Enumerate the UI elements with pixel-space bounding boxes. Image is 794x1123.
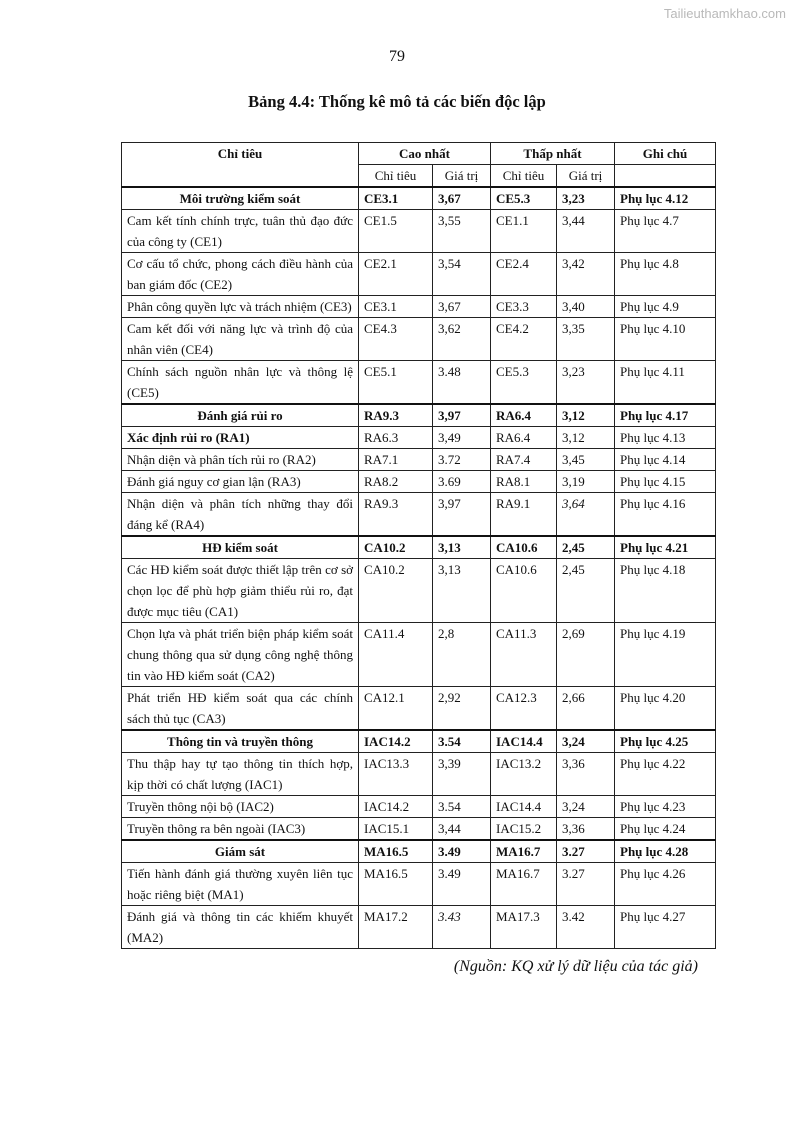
highest-value: 3,13 (433, 559, 491, 623)
highest-indicator: RA8.2 (359, 471, 433, 493)
appendix-note: Phụ lục 4.9 (615, 296, 716, 318)
appendix-note: Phụ lục 4.15 (615, 471, 716, 493)
table-header (122, 143, 716, 188)
highest-indicator: CE5.1 (359, 361, 433, 405)
lowest-indicator: IAC15.2 (491, 818, 557, 841)
appendix-note: Phụ lục 4.13 (615, 427, 716, 449)
group-row (122, 404, 716, 427)
highest-value: 2,92 (433, 687, 491, 731)
highest-indicator: CA12.1 (359, 687, 433, 731)
row-indicator: Xác định rủi ro (RA1) (122, 427, 359, 449)
appendix-note: Phụ lục 4.23 (615, 796, 716, 818)
highest-indicator: CA11.4 (359, 623, 433, 687)
table-row (122, 818, 716, 841)
highest-indicator: CA10.2 (359, 536, 433, 559)
lowest-indicator: CA11.3 (491, 623, 557, 687)
row-indicator: Đánh giá và thông tin các khiếm khuyết (MA2) (122, 906, 359, 949)
highest-value: 3.49 (433, 840, 491, 863)
header-lo-indicator: Chỉ tiêu (491, 165, 557, 188)
header-note: Ghi chú (615, 143, 716, 165)
lowest-value: 3,12 (557, 427, 615, 449)
source-note: (Nguồn: KQ xử lý dữ liệu của tác giả) (453, 958, 698, 975)
highest-indicator: MA17.2 (359, 906, 433, 949)
appendix-note: Phụ lục 4.17 (615, 404, 716, 427)
table-row (122, 210, 716, 253)
table-row (122, 449, 716, 471)
highest-value: 2,8 (433, 623, 491, 687)
lowest-value: 3.42 (557, 906, 615, 949)
appendix-note: Phụ lục 4.11 (615, 361, 716, 405)
lowest-value: 3,42 (557, 253, 615, 296)
highest-value: 3,67 (433, 296, 491, 318)
row-indicator: Cam kết đối với năng lực và trình độ của nhân viên (CE4) (122, 318, 359, 361)
group-row (122, 536, 716, 559)
highest-value: 3,44 (433, 818, 491, 841)
lowest-indicator: CE5.3 (491, 361, 557, 405)
highest-value: 3,97 (433, 404, 491, 427)
lowest-value: 2,45 (557, 536, 615, 559)
table-row (122, 296, 716, 318)
group-row (122, 730, 716, 753)
header-lowest: Thấp nhất (491, 143, 615, 165)
highest-indicator: CE3.1 (359, 187, 433, 210)
lowest-value: 3,44 (557, 210, 615, 253)
highest-indicator: RA9.3 (359, 493, 433, 537)
row-indicator: Nhận diện và phân tích những thay đổi đáng kể (RA4) (122, 493, 359, 537)
lowest-indicator: CA10.6 (491, 559, 557, 623)
row-indicator: Chọn lựa và phát triển biện pháp kiểm soát chung thông qua sử dụng công nghệ thông tin vào HĐ kiểm soát (CA2) (122, 623, 359, 687)
header-hi-value: Giá trị (433, 165, 491, 188)
appendix-note: Phụ lục 4.25 (615, 730, 716, 753)
table-row (122, 559, 716, 623)
table-row (122, 687, 716, 731)
table-row (122, 493, 716, 537)
appendix-note: Phụ lục 4.7 (615, 210, 716, 253)
lowest-indicator: IAC14.4 (491, 796, 557, 818)
lowest-indicator: CE4.2 (491, 318, 557, 361)
row-indicator: HĐ kiểm soát (122, 536, 359, 559)
table-row (122, 361, 716, 405)
group-row (122, 840, 716, 863)
appendix-note: Phụ lục 4.24 (615, 818, 716, 841)
row-indicator: Phân công quyền lực và trách nhiệm (CE3) (122, 296, 359, 318)
table-body (122, 187, 716, 949)
lowest-indicator: CE3.3 (491, 296, 557, 318)
highest-indicator: RA9.3 (359, 404, 433, 427)
appendix-note: Phụ lục 4.16 (615, 493, 716, 537)
appendix-note: Phụ lục 4.18 (615, 559, 716, 623)
row-indicator: Nhận diện và phân tích rủi ro (RA2) (122, 449, 359, 471)
row-indicator: Chính sách nguồn nhân lực và thông lệ (CE5) (122, 361, 359, 405)
lowest-indicator: CA12.3 (491, 687, 557, 731)
row-indicator: Truyền thông ra bên ngoài (IAC3) (122, 818, 359, 841)
highest-value: 3.54 (433, 730, 491, 753)
row-indicator: Giám sát (122, 840, 359, 863)
table-row (122, 753, 716, 796)
statistics-table (121, 142, 716, 949)
page-number: 79 (389, 48, 405, 65)
table-title: Bảng 4.4: Thống kê mô tả các biến độc lập (248, 92, 546, 111)
header-hi-indicator: Chỉ tiêu (359, 165, 433, 188)
lowest-value: 3,45 (557, 449, 615, 471)
highest-value: 3,39 (433, 753, 491, 796)
appendix-note: Phụ lục 4.26 (615, 863, 716, 906)
header-highest: Cao nhất (359, 143, 491, 165)
lowest-indicator: CA10.6 (491, 536, 557, 559)
highest-value: 3,13 (433, 536, 491, 559)
highest-indicator: IAC15.1 (359, 818, 433, 841)
row-indicator: Môi trường kiểm soát (122, 187, 359, 210)
highest-value: 3,67 (433, 187, 491, 210)
lowest-value: 3,36 (557, 818, 615, 841)
row-indicator: Thu thập hay tự tạo thông tin thích hợp, kịp thời có chất lượng (IAC1) (122, 753, 359, 796)
appendix-note: Phụ lục 4.12 (615, 187, 716, 210)
row-indicator: Các HĐ kiểm soát được thiết lập trên cơ sở chọn lọc để phù hợp giảm thiểu rủi ro, đạt được mục tiêu (CA1) (122, 559, 359, 623)
table-row (122, 471, 716, 493)
highest-indicator: IAC14.2 (359, 730, 433, 753)
appendix-note: Phụ lục 4.21 (615, 536, 716, 559)
highest-value: 3.72 (433, 449, 491, 471)
highest-value: 3.69 (433, 471, 491, 493)
header-indicator: Chỉ tiêu (122, 143, 359, 188)
lowest-indicator: IAC14.4 (491, 730, 557, 753)
appendix-note: Phụ lục 4.27 (615, 906, 716, 949)
row-indicator: Tiến hành đánh giá thường xuyên liên tục hoặc riêng biệt (MA1) (122, 863, 359, 906)
table-row (122, 863, 716, 906)
appendix-note: Phụ lục 4.14 (615, 449, 716, 471)
lowest-indicator: MA16.7 (491, 863, 557, 906)
lowest-value: 3,12 (557, 404, 615, 427)
lowest-indicator: RA6.4 (491, 404, 557, 427)
lowest-indicator: CE2.4 (491, 253, 557, 296)
lowest-indicator: MA17.3 (491, 906, 557, 949)
highest-value: 3.49 (433, 863, 491, 906)
highest-value: 3,62 (433, 318, 491, 361)
highest-indicator: MA16.5 (359, 840, 433, 863)
highest-value: 3,54 (433, 253, 491, 296)
appendix-note: Phụ lục 4.10 (615, 318, 716, 361)
table-row (122, 623, 716, 687)
highest-indicator: IAC14.2 (359, 796, 433, 818)
highest-value: 3.43 (433, 906, 491, 949)
highest-value: 3.54 (433, 796, 491, 818)
header-lo-value: Giá trị (557, 165, 615, 188)
lowest-value: 2,69 (557, 623, 615, 687)
appendix-note: Phụ lục 4.22 (615, 753, 716, 796)
highest-indicator: RA7.1 (359, 449, 433, 471)
row-indicator: Thông tin và truyền thông (122, 730, 359, 753)
lowest-value: 3,24 (557, 730, 615, 753)
appendix-note: Phụ lục 4.8 (615, 253, 716, 296)
appendix-note: Phụ lục 4.20 (615, 687, 716, 731)
row-indicator: Truyền thông nội bộ (IAC2) (122, 796, 359, 818)
highest-indicator: RA6.3 (359, 427, 433, 449)
highest-value: 3,97 (433, 493, 491, 537)
group-row (122, 187, 716, 210)
lowest-value: 3,40 (557, 296, 615, 318)
lowest-value: 3.27 (557, 840, 615, 863)
header-note-blank (615, 165, 716, 188)
lowest-indicator: MA16.7 (491, 840, 557, 863)
lowest-indicator: IAC13.2 (491, 753, 557, 796)
lowest-value: 3,23 (557, 361, 615, 405)
row-indicator: Phát triển HĐ kiểm soát qua các chính sách thủ tục (CA3) (122, 687, 359, 731)
table-row (122, 253, 716, 296)
lowest-value: 3,23 (557, 187, 615, 210)
lowest-value: 3,35 (557, 318, 615, 361)
highest-value: 3,55 (433, 210, 491, 253)
lowest-indicator: RA8.1 (491, 471, 557, 493)
lowest-indicator: CE1.1 (491, 210, 557, 253)
table-row (122, 796, 716, 818)
table-row (122, 427, 716, 449)
highest-indicator: MA16.5 (359, 863, 433, 906)
lowest-value: 3.27 (557, 863, 615, 906)
lowest-value: 2,45 (557, 559, 615, 623)
highest-value: 3,49 (433, 427, 491, 449)
lowest-indicator: RA6.4 (491, 427, 557, 449)
highest-indicator: IAC13.3 (359, 753, 433, 796)
row-indicator: Cơ cấu tổ chức, phong cách điều hành của ban giám đốc (CE2) (122, 253, 359, 296)
appendix-note: Phụ lục 4.28 (615, 840, 716, 863)
lowest-value: 3,64 (557, 493, 615, 537)
lowest-value: 3,36 (557, 753, 615, 796)
row-indicator: Đánh giá rủi ro (122, 404, 359, 427)
lowest-value: 2,66 (557, 687, 615, 731)
lowest-value: 3,24 (557, 796, 615, 818)
highest-indicator: CE3.1 (359, 296, 433, 318)
highest-value: 3.48 (433, 361, 491, 405)
table-row (122, 318, 716, 361)
lowest-indicator: RA9.1 (491, 493, 557, 537)
row-indicator: Cam kết tính chính trực, tuân thủ đạo đức của công ty (CE1) (122, 210, 359, 253)
row-indicator: Đánh giá nguy cơ gian lận (RA3) (122, 471, 359, 493)
highest-indicator: CA10.2 (359, 559, 433, 623)
highest-indicator: CE2.1 (359, 253, 433, 296)
watermark: Tailieuthamkhao.com (663, 6, 786, 21)
appendix-note: Phụ lục 4.19 (615, 623, 716, 687)
highest-indicator: CE1.5 (359, 210, 433, 253)
lowest-indicator: CE5.3 (491, 187, 557, 210)
highest-indicator: CE4.3 (359, 318, 433, 361)
table-row (122, 906, 716, 949)
lowest-value: 3,19 (557, 471, 615, 493)
lowest-indicator: RA7.4 (491, 449, 557, 471)
